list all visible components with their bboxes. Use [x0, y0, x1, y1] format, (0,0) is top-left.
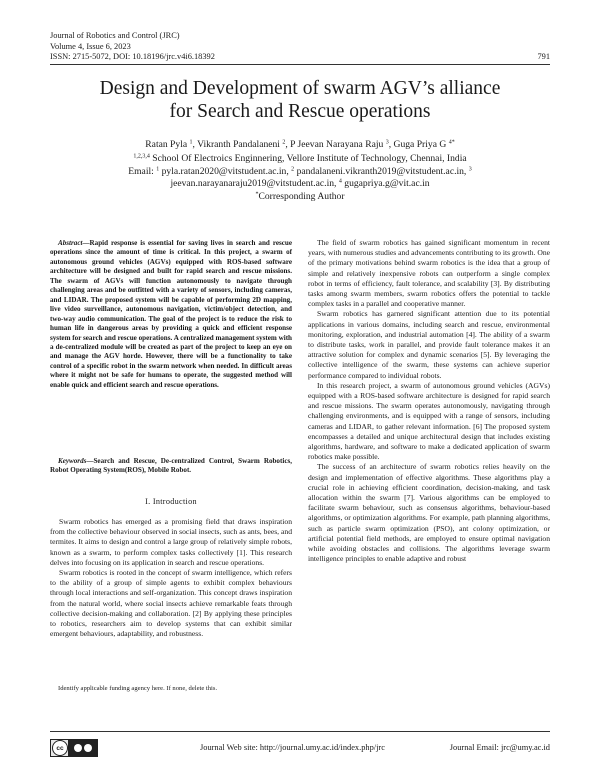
abstract-lead: Abstract	[58, 239, 83, 247]
author-2: Vikranth Pandalaneni	[197, 139, 280, 150]
abstract	[50, 239, 292, 390]
sa-icon	[84, 744, 92, 752]
title-line-2: for Search and Rescue operations	[169, 101, 431, 122]
journal-issn-doi: ISSN: 2715-5072, DOI: 10.18196/jrc.v4i6.18392	[50, 52, 215, 61]
header-rule	[50, 64, 550, 65]
by-sa-icons	[68, 740, 97, 756]
email-3[interactable]: jeevan.narayanaraju2019@vitstudent.ac.in,	[170, 178, 337, 189]
page-number: 791	[537, 52, 550, 61]
keywords	[50, 457, 292, 476]
author-3-mark: 3	[385, 139, 389, 146]
journal-volume: Volume 4, Issue 6, 2023	[50, 41, 131, 51]
journal-email[interactable]: Journal Email: jrc@umy.ac.id	[449, 743, 550, 752]
intro-right-text	[308, 238, 550, 565]
paragraph: In this research project, a swarm of autonomous ground vehicles (AGVs) equipped with a ROS-based software architecture is designed for rapid search and rescue missions. The swarm operates autonomously, navigating through challenging environments, and is equipped with a range of sensors, including cameras and LIDAR, to gather relevant information. [6] The proposed system encompasses a detailed and unique architectural design that includes existing algorithms, hardware, and software to make a dedicated application of swarm robotics make possible.	[308, 380, 550, 462]
affiliation	[40, 153, 560, 165]
by-icon	[74, 744, 82, 752]
author-1-mark: 1	[189, 139, 193, 146]
email-label: Email:	[128, 166, 154, 177]
funding-footnote: Identify applicable funding agency here. If none, delete this.	[58, 685, 218, 692]
cc-icon: cc	[52, 740, 68, 756]
author-4-mark: 4*	[448, 139, 455, 146]
paragraph: The field of swarm robotics has gained significant momentum in recent years, with numerous studies and advancements contributing to its growth. One of the primary motivations behind swarm robotics is the idea that a group of simple and relatively inexpensive robots can outperform a single complex robot in terms of efficiency, fault tolerance, and scalability [3]. By distributing tasks among swarm members, swarm robotics offers the potential to tackle complex tasks in a parallel and cooperative manner.	[308, 238, 550, 309]
cc-license-badge[interactable]	[50, 739, 98, 757]
corresponding-author: *Corresponding Author	[255, 191, 345, 202]
footer-rule	[50, 731, 550, 732]
author-4: Guga Priya G	[393, 139, 447, 150]
intro-left-text	[50, 517, 292, 639]
abstract-text: —Rapid response is essential for saving lives in search and rescue operations since the amount of time is critical. In this project, a swarm of autonomous ground vehicles (AGVs) equipped with ROS-based software architecture will be designed and built for rapid search and rescue missions. The swarm of AGVs will function autonomously to navigate through challenging areas and be outfitted with a variety of sensors, including cameras, and LIDAR. The proposed system will be capable of performing 2D mapping, live video surveillance, autonomous navigation, victim/object detection, and two-way audio communication. The goal of the project is to reduce the risk to human life in dangerous areas by providing a quick and efficient response system for search and rescue operations. A centralized management system with a de-centralized module will be created as part of the project to keep an eye on and manage the AGV horde. However, there will be a functionality to take control of a specific robot in the swarm network when needed. In difficult areas where it might not be safe for humans to operate, the suggested method will enable quick and efficient search and rescue operations.	[50, 239, 292, 389]
keywords-text: —Search and Rescue, De-centralized Control, Swarm Robotics, Robot Operating System(ROS), Mobile Robot.	[50, 457, 292, 475]
email-4[interactable]: gugapriya.g@vit.ac.in	[344, 178, 430, 189]
keywords-lead: Keywords	[58, 457, 87, 465]
paragraph: Swarm robotics is rooted in the concept of swarm intelligence, which refers to the ability of a group of simple agents to exhibit complex behaviours through local interactions and self-organization. This concept draws inspiration from the natural world, where social insects achieve remarkable feats through collective decision-making and collaboration. [2] By applying these principles to robotics, researchers aim to develop systems that can exhibit similar emergent behaviours, adaptability, and robustness.	[50, 568, 292, 639]
journal-website[interactable]: Journal Web site: http://journal.umy.ac.id/index.php/jrc	[200, 743, 385, 752]
author-2-mark: 2	[282, 139, 286, 146]
email-2[interactable]: pandalaneni.vikranth2019@vitstudent.ac.in,	[296, 166, 467, 177]
journal-name: Journal of Robotics and Control (JRC)	[50, 31, 180, 40]
author-3: P Jeevan Narayana Raju	[290, 139, 384, 150]
paragraph: Swarm robotics has emerged as a promising field that draws inspiration from the collective behaviour observed in social insects, such as ants, bees, and termites. It aims to design and control a large group of relatively simple robots, known as a swarm, to perform complex tasks collectively [1]. This research delves into focusing on its application in search and rescue operations.	[50, 517, 292, 567]
title-line-1: Design and Development of swarm AGV’s alliance	[99, 78, 501, 99]
corresponding-author-label: Corresponding Author	[258, 191, 345, 202]
email-line-2: jeevan.narayanaraju2019@vitstudent.ac.in, $^4$ gugapriya.g@vit.ac.in	[170, 178, 430, 189]
paragraph: Swarm robotics has garnered significant attention due to its potential applications in various domains, including search and rescue, environmental monitoring, exploration, and industrial automation [4]. The ability of a swarm to distribute tasks, work in parallel, and provide fault tolerance makes it an attractive solution for complex and dynamic scenarios [5]. By leveraging the collective intelligence of the swarm, these systems can achieve superior performance compared to individual robots.	[308, 309, 550, 380]
author-1: Ratan Pyla	[145, 139, 188, 150]
author-list: Ratan Pyla $^1$, Vikranth Pandalaneni $^2$, P Jeevan Narayana Raju $^3$, Guga Priya G $^{4*}$	[145, 139, 455, 150]
paragraph: The success of an architecture of swarm robotics relies heavily on the design and implementation of effective algorithms. These algorithms play a crucial role in achieving efficient coordination, decision-making, and task allocation within the swarm [7]. Various algorithms can be employed to facilitate swarm behaviour, such as consensus algorithms, behaviour-based algorithms, or optimization algorithms. For example, path planning algorithms, such as particle swarm optimization (PSO), ant colony optimization, or artificial potential field methods, are employed to ensure optimal navigation while avoiding obstacles and collisions. The algorithms leverage swarm intelligence principles to enable adaptive and robust	[308, 462, 550, 564]
paper-title	[40, 77, 560, 123]
email-1[interactable]: pyla.ratan2020@vitstudent.ac.in,	[161, 166, 289, 177]
section-heading-introduction: I. Introduction	[145, 497, 197, 506]
affiliation-marks: 1,2,3,4	[133, 153, 150, 160]
email-line-1: Email: $^1$ pyla.ratan2020@vitstudent.ac.in, $^2$ pandalaneni.vikranth2019@vitstudent.ac.in, $^3$	[128, 166, 472, 177]
affiliation-text: School Of Electroics Enginnering, Vellore Institute of Technology, Chennai, India	[152, 153, 467, 164]
